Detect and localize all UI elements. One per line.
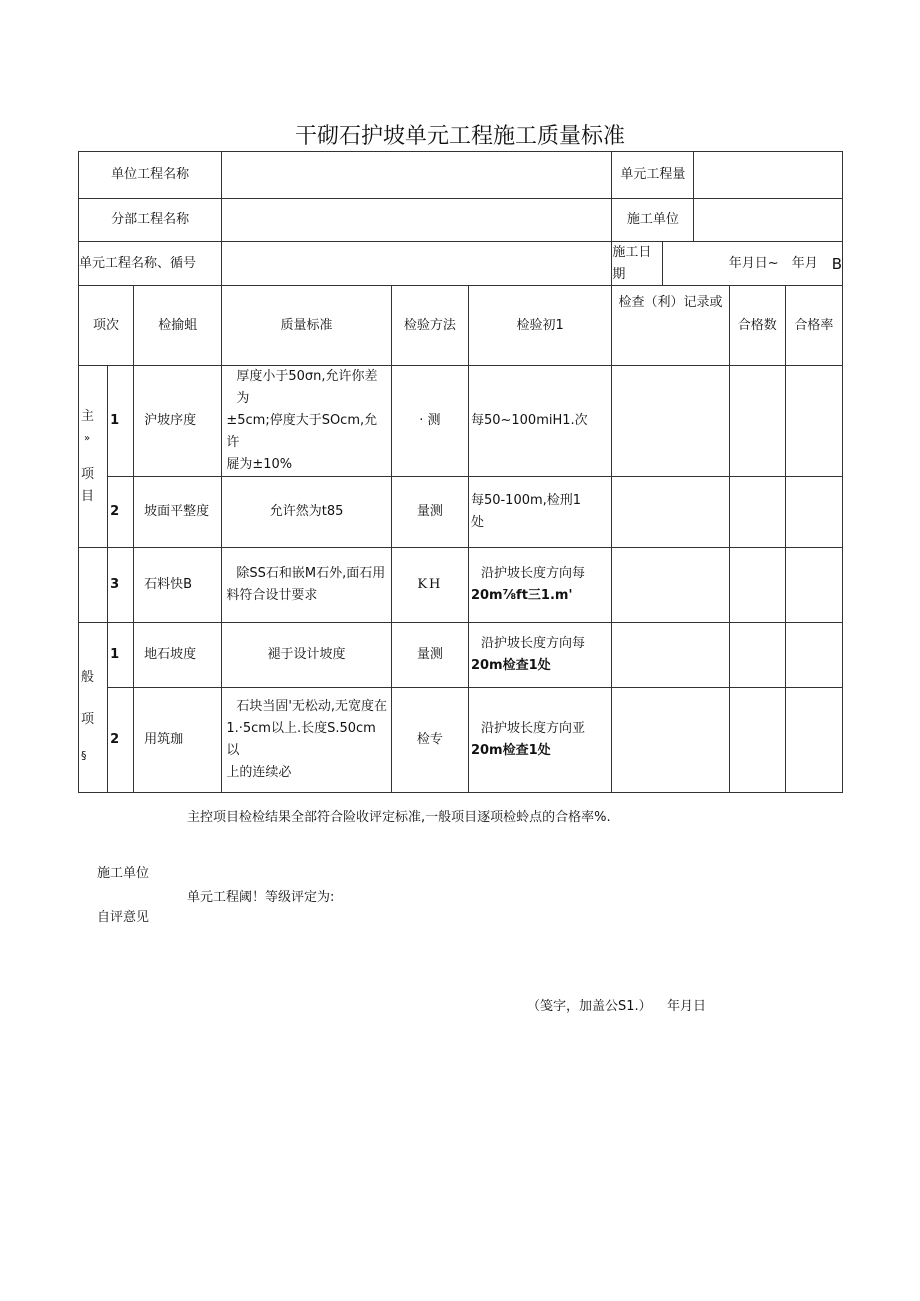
main-group-cell-cont (79, 548, 108, 623)
row-no: 1 (108, 366, 134, 477)
sub-project-name-label: 分部工程名称 (79, 199, 222, 242)
row-standard: 石块当固'无松动,无宽度在 1.·5cm以上.长度S.50cm以 上的连续必 (222, 688, 391, 793)
unit-quantity-field[interactable] (694, 152, 842, 198)
row-record[interactable] (612, 688, 729, 793)
row-record[interactable] (612, 366, 729, 477)
row-item: 地石坡度 (134, 623, 222, 688)
row-standard: 除SS石和嵌M石外,面石用 料符合设廿要求 (222, 548, 391, 623)
element-name-label: 单元工程名称、循号 (79, 242, 222, 286)
unit-project-name-label: 单位工程名称 (79, 152, 222, 199)
element-name-field[interactable] (222, 242, 612, 286)
row-quantity: 沿护坡长度方向每 20m检查1处 (468, 623, 611, 688)
row-method: KH (391, 548, 468, 623)
construction-date-label: 施工日期 (612, 242, 662, 285)
col-record: 检查（利）记录或 (612, 286, 729, 366)
col-pass-rate: 合格率 (785, 286, 842, 366)
unit-quantity-label-box: 单元工程量 (612, 152, 694, 198)
row-pass-rate[interactable] (785, 623, 842, 688)
row-item: 沪坡序度 (134, 366, 222, 477)
col-quality-standard: 质量标准 (222, 286, 391, 366)
sub-project-name-field[interactable] (222, 199, 612, 242)
general-group-label: 般 项 § (79, 623, 108, 793)
document-title: 干砌石护坡单元工程施工质量标准 (294, 124, 625, 149)
grade-text: 单元工程阈！等级评定为: (187, 890, 335, 905)
col-check-item: 检揄蛆 (134, 286, 222, 366)
col-method: 检验方法 (391, 286, 468, 366)
construction-date-cell[interactable] (612, 242, 843, 286)
row-no: 3 (108, 548, 134, 623)
main-group-label: 主 » 项 目 (79, 366, 108, 548)
row-quantity: 每50~100miH1.次 (468, 366, 611, 477)
row-record[interactable] (612, 548, 729, 623)
row-no: 2 (108, 477, 134, 548)
row-no: 1 (108, 623, 134, 688)
self-opinion-label: 自评意见 (97, 910, 150, 925)
row-pass-count[interactable] (729, 623, 785, 688)
col-quantity: 检验初1 (468, 286, 611, 366)
col-item-no: 项次 (79, 286, 134, 366)
row-method: 量测 (391, 623, 468, 688)
row-no: 2 (108, 688, 134, 793)
construction-unit-label: 施工单位 (612, 199, 694, 241)
row-pass-rate[interactable] (785, 477, 842, 548)
row-record[interactable] (612, 623, 729, 688)
row-standard: 厚度小于50σn,允许你差为 ±5cm;停度大于SOcm,允许 屣为±10% (222, 366, 391, 477)
unit-project-name-field[interactable] (222, 152, 612, 199)
date-suffix: B (831, 254, 842, 273)
row-standard: 褪于设计坡度 (222, 623, 391, 688)
row-pass-count[interactable] (729, 688, 785, 793)
unit-quantity-cell[interactable] (612, 152, 843, 199)
row-pass-count[interactable] (729, 548, 785, 623)
row-method: · 测 (391, 366, 468, 477)
construction-unit-cell[interactable] (612, 199, 843, 242)
signature-text: （笺字，加盖公S1.） (527, 999, 652, 1014)
date-value: 年月日~ 年月 (728, 255, 818, 271)
quality-table-full (78, 151, 843, 793)
row-item: 用筑珈 (134, 688, 222, 793)
row-record[interactable] (612, 477, 729, 548)
row-pass-rate[interactable] (785, 548, 842, 623)
row-pass-rate[interactable] (785, 366, 842, 477)
row-item: 石料快B (134, 548, 222, 623)
row-standard: 允许然为t85 (222, 477, 391, 548)
row-pass-rate[interactable] (785, 688, 842, 793)
row-item: 坡面平整度 (134, 477, 222, 548)
construction-unit-footer-label: 施工单位 (97, 866, 150, 881)
row-quantity: 沿护坡长度方向亚 20m检查1处 (468, 688, 611, 793)
col-pass-count: 合格数 (729, 286, 785, 366)
construction-date-field[interactable] (663, 242, 842, 285)
summary-text: 主控项目检检结果全部符合险收评定标准,一般项目逐项检蛉点的合格率%. (187, 810, 611, 825)
row-method: 量测 (391, 477, 468, 548)
row-pass-count[interactable] (729, 477, 785, 548)
signature-date: 年月日 (667, 999, 707, 1014)
row-method: 检专 (391, 688, 468, 793)
row-quantity: 沿护坡长度方向每 20m⅞ft三1.m' (468, 548, 611, 623)
row-quantity: 每50-100m,检刑1 处 (468, 477, 611, 548)
construction-unit-field[interactable] (694, 199, 842, 241)
row-pass-count[interactable] (729, 366, 785, 477)
